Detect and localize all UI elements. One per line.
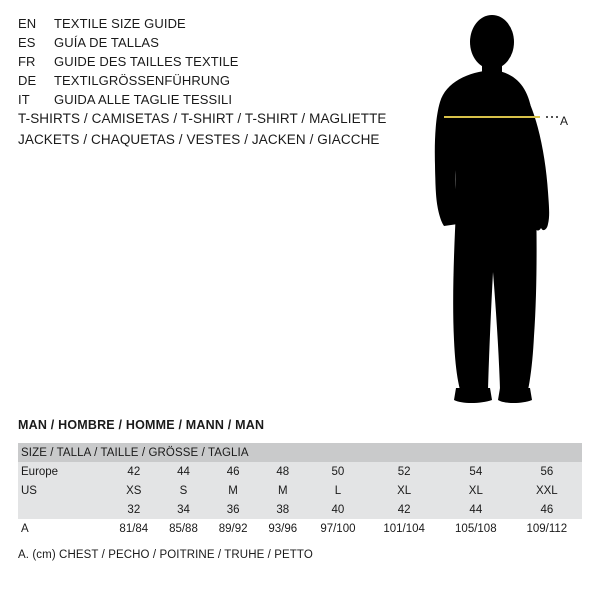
cell: 46 (540, 503, 554, 516)
cell: XL (397, 484, 412, 497)
cell: L (334, 484, 342, 497)
language-text: GUIDE DES TAILLES TEXTILE (54, 54, 239, 69)
cell: 40 (331, 503, 345, 516)
row-label (18, 500, 109, 519)
male-silhouette-icon (400, 10, 600, 410)
cell: M (228, 484, 238, 497)
language-text: TEXTILGRÖSSENFÜHRUNG (54, 73, 231, 88)
cell: 44 (469, 503, 483, 516)
cell: XL (468, 484, 483, 497)
table-row (18, 481, 582, 500)
cell: 85/88 (169, 522, 198, 535)
cell: 93/96 (268, 522, 298, 535)
table-row (18, 519, 582, 538)
cell: 109/112 (526, 522, 568, 535)
language-row (18, 73, 418, 92)
language-row (18, 35, 418, 54)
language-text: GUÍA DE TALLAS (54, 35, 159, 50)
table-header-label: SIZE / TALLA / TAILLE / GRÖSSE / TAGLIA (21, 446, 249, 459)
row-label: Europe (21, 465, 59, 478)
size-table-wrapper (18, 443, 582, 538)
language-list (18, 16, 418, 111)
language-code: IT (18, 92, 30, 107)
cell: 46 (226, 465, 240, 478)
cell: XXL (535, 484, 558, 497)
category-line-jackets: JACKETS / CHAQUETAS / VESTES / JACKEN / GIACCHE (18, 132, 380, 147)
cell: XS (126, 484, 142, 497)
language-code: EN (18, 16, 37, 31)
language-code: FR (18, 54, 36, 69)
cell: 97/100 (320, 522, 356, 535)
table-row (18, 462, 582, 481)
cell: 50 (331, 465, 345, 478)
gender-title: MAN / HOMBRE / HOMME / MANN / MAN (18, 418, 265, 432)
table-header-row (18, 443, 582, 462)
cell: 81/84 (119, 522, 149, 535)
cell: 52 (397, 465, 411, 478)
cell: 38 (276, 503, 290, 516)
footnote: A. (cm) CHEST / PECHO / POITRINE / TRUHE / PETTO (18, 549, 313, 561)
cell: 42 (397, 503, 411, 516)
cell: S (179, 484, 188, 497)
cell: 36 (226, 503, 240, 516)
cell: 56 (540, 465, 554, 478)
cell: 105/108 (455, 522, 497, 535)
cell: 44 (177, 465, 190, 478)
language-row (18, 16, 418, 35)
row-label: US (21, 484, 37, 497)
language-row (18, 54, 418, 73)
category-list (18, 111, 448, 153)
cell: 54 (469, 465, 483, 478)
language-text: GUIDA ALLE TAGLIE TESSILI (54, 92, 233, 107)
cell: 89/92 (218, 522, 248, 535)
cell: 101/104 (383, 522, 425, 535)
size-table (18, 443, 582, 538)
language-row (18, 92, 418, 111)
cell: 32 (127, 503, 141, 516)
measure-label-a: A (560, 114, 569, 128)
row-label: A (21, 522, 29, 535)
language-code: ES (18, 35, 36, 50)
cell: M (277, 484, 288, 497)
category-line-tshirts: T-SHIRTS / CAMISETAS / T-SHIRT / T-SHIRT / MAGLIETTE (18, 111, 387, 126)
body-figure (400, 10, 600, 410)
cell: 42 (127, 465, 141, 478)
cell: 48 (276, 465, 290, 478)
language-code: DE (18, 73, 37, 88)
table-row (18, 500, 582, 519)
language-text: TEXTILE SIZE GUIDE (54, 16, 186, 31)
cell: 34 (177, 503, 190, 516)
